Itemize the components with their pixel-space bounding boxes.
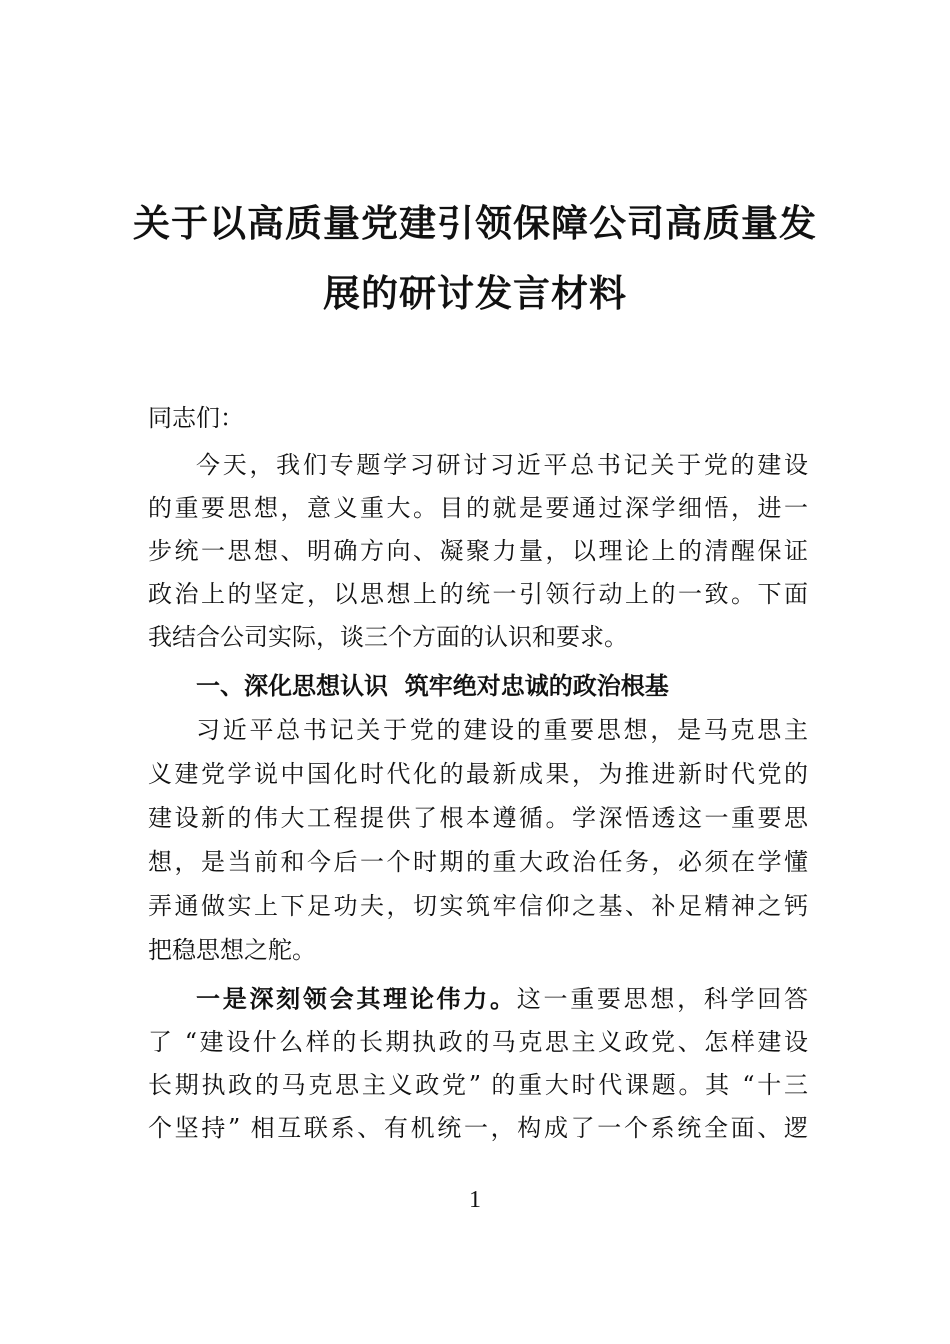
- body-line: 义建党学说中国化时代化的最新成果，为推进新时代党的: [148, 760, 808, 788]
- body-line: 个坚持” 相互联系、有机统一，构成了一个系统全面、逻: [148, 1114, 808, 1142]
- intro-line: 今天，我们专题学习研讨习近平总书记关于党的建设: [196, 451, 808, 479]
- body-line: 建设新的伟大工程提供了根本遵循。学深悟透这一重要思: [148, 804, 808, 832]
- intro-line: 政治上的坚定，以思想上的统一引领行动上的一致。下面: [148, 580, 808, 608]
- document-title-line-1: 关于以高质量党建引领保障公司高质量发: [133, 202, 817, 245]
- salutation: 同志们：: [148, 404, 244, 432]
- body-line: 了 “建设什么样的长期执政的马克思主义政党、怎样建设: [148, 1028, 808, 1056]
- point-lead: 一是深刻领会其理论伟力。: [196, 985, 517, 1013]
- body-line: 想，是当前和今后一个时期的重大政治任务，必须在学懂: [148, 848, 808, 876]
- body-line: 习近平总书记关于党的建设的重要思想，是马克思主: [196, 716, 808, 744]
- intro-line: 步统一思想、明确方向、凝聚力量，以理论上的清醒保证: [148, 537, 808, 565]
- page-number: 1: [469, 1187, 481, 1213]
- point-line: [196, 984, 808, 1014]
- intro-line: 我结合公司实际，谈三个方面的认识和要求。: [148, 623, 628, 651]
- section-heading: 一、深化思想认识 筑牢绝对忠诚的政治根基: [196, 672, 669, 700]
- body-line: 把稳思想之舵。: [148, 936, 316, 964]
- document-title-line-2: 展的研讨发言材料: [323, 272, 627, 315]
- intro-line: 的重要思想，意义重大。目的就是要通过深学细悟，进一: [148, 494, 808, 522]
- body-line: 长期执政的马克思主义政党” 的重大时代课题。其 “十三: [148, 1071, 808, 1099]
- body-line: 弄通做实上下足功夫，切实筑牢信仰之基、补足精神之钙: [148, 892, 808, 920]
- point-text: 这一重要思想，科学回答: [516, 985, 809, 1013]
